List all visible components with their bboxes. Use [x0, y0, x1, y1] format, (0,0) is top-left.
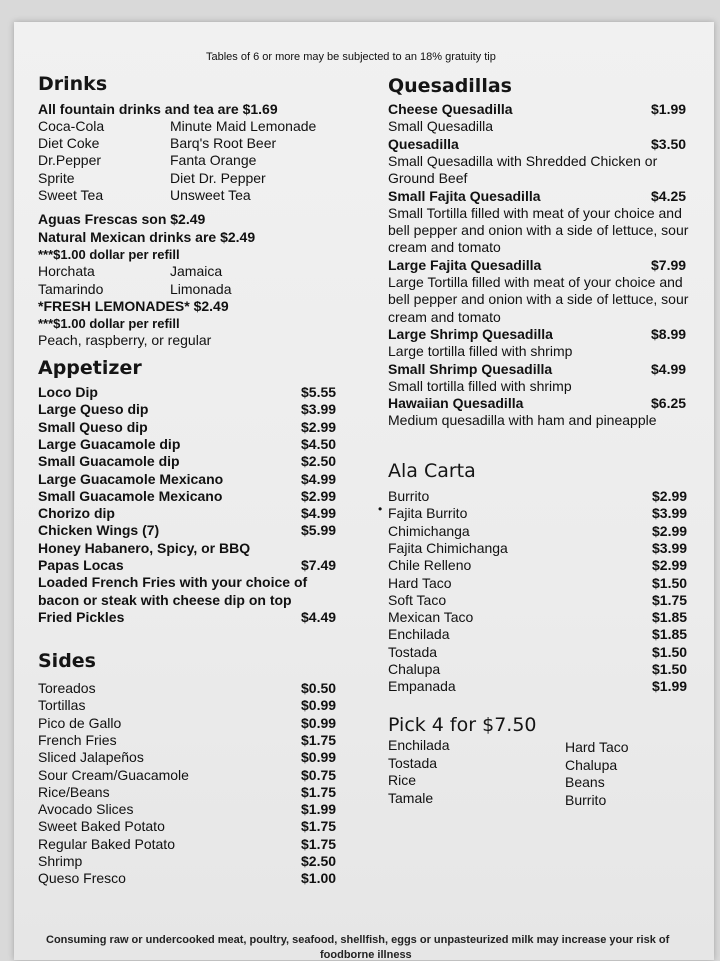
quesadilla-description: Large Tortilla filled with meat of your choice and	[388, 274, 683, 290]
agua-item: Jamaica	[170, 263, 223, 279]
appetizer-price: $4.49	[301, 608, 337, 625]
natural-drinks-note: Natural Mexican drinks are $2.49	[38, 229, 256, 245]
quesadilla-name: Small Shrimp Quesadilla	[388, 360, 553, 377]
lemonade-flavors: Peach, raspberry, or regular	[38, 332, 212, 348]
appetizer-name: Chorizo dip	[38, 505, 115, 522]
ala-carta-price: $1.85	[652, 626, 688, 643]
appetizer-name: Chicken Wings (7)	[38, 522, 160, 539]
pick4-item: Rice	[388, 772, 417, 788]
ala-carta-item: Fajita Burrito	[388, 505, 468, 522]
pick4-item: Beans	[565, 774, 605, 790]
quesadilla-description: Ground Beef	[388, 170, 468, 187]
side-price: $1.75	[301, 783, 337, 800]
side-name: Rice/Beans	[38, 783, 110, 800]
side-name: Avocado Slices	[38, 801, 134, 818]
appetizer-name: Small Guacamole dip	[38, 453, 180, 470]
food-safety-warning-2: foodborne illness	[320, 949, 412, 961]
drink-item: Diet Dr. Pepper	[170, 169, 266, 186]
ala-carta-item: Chile Relleno	[388, 557, 472, 574]
side-price: $1.99	[301, 801, 337, 818]
quesadilla-price: $8.99	[651, 325, 687, 342]
quesadilla-price: $7.99	[651, 256, 687, 273]
quesadilla-description: cream and tomato	[388, 239, 501, 256]
appetizer-name: bacon or steak with cheese dip on top	[38, 591, 292, 608]
ala-carta-item: Enchilada	[388, 626, 450, 643]
drink-item: Sweet Tea	[38, 186, 104, 203]
pick4-item: Hard Taco	[565, 739, 629, 755]
ala-carta-price: $1.50	[652, 661, 688, 677]
quesadilla-description: Small Quesadilla with Shredded Chicken or	[388, 152, 658, 169]
quesadilla-price: $1.99	[651, 101, 687, 117]
side-price: $0.99	[301, 714, 337, 731]
ala-carta-price: $1.50	[652, 643, 688, 660]
ala-carta-item: Soft Taco	[388, 591, 447, 608]
ala-carta-item: Chalupa	[388, 661, 441, 677]
appetizer-name: Honey Habanero, Spicy, or BBQ	[38, 539, 251, 556]
ala-carta-price: $3.99	[652, 539, 688, 556]
ala-carta-heading: Ala Carta	[388, 460, 476, 482]
ala-carta-item: Tostada	[388, 643, 438, 660]
agua-item: Tamarindo	[38, 281, 104, 297]
appetizer-name: Small Queso dip	[38, 418, 148, 435]
refill-note-2: ***$1.00 dollar per refill	[38, 316, 180, 331]
side-name: Queso Fresco	[38, 870, 126, 887]
agua-item: Limonada	[170, 281, 232, 297]
quesadilla-name: Small Fajita Quesadilla	[388, 187, 541, 204]
appetizer-price: $2.99	[301, 487, 337, 504]
quesadilla-description: bell pepper and onion with a side of lettuce, sour	[388, 291, 689, 308]
ala-carta-item: Chimichanga	[388, 522, 470, 539]
side-price: $0.50	[301, 680, 337, 696]
ala-carta-price: $3.99	[652, 505, 688, 522]
quesadilla-description: bell pepper and onion with a side of lettuce, sour	[388, 222, 689, 239]
bullet-mark: •	[378, 502, 383, 516]
quesadilla-price: $3.50	[651, 135, 687, 152]
aguas-frescas-note: Aguas Frescas son $2.49	[38, 211, 206, 227]
quesadilla-name: Large Fajita Quesadilla	[388, 256, 542, 273]
appetizer-name: Papas Locas	[38, 557, 124, 573]
appetizer-price: $5.99	[301, 522, 337, 539]
pick4-heading: Pick 4 for $7.50	[388, 714, 537, 736]
appetizer-price: $7.49	[301, 557, 337, 573]
appetizer-name: Large Guacamole Mexicano	[38, 470, 224, 487]
appetizer-price: $2.99	[301, 418, 337, 435]
ala-carta-price: $1.75	[652, 591, 688, 608]
appetizer-heading: Appetizer	[38, 357, 142, 379]
quesadilla-name: Cheese Quesadilla	[388, 101, 513, 117]
side-name: Pico de Gallo	[38, 714, 122, 731]
appetizer-name: Loaded French Fries with your choice of	[38, 574, 308, 591]
quesadilla-description: Medium quesadilla with ham and pineapple	[388, 412, 657, 429]
appetizer-price: $3.99	[301, 401, 337, 418]
side-name: French Fries	[38, 731, 117, 748]
gratuity-note: Tables of 6 or more may be subjected to an 18% gratuity tip	[206, 51, 496, 63]
quesadilla-price: $4.99	[651, 360, 687, 377]
side-price: $1.75	[301, 818, 337, 835]
side-name: Sour Cream/Guacamole	[38, 766, 189, 783]
ala-carta-price: $1.50	[652, 574, 688, 591]
pick4-item: Enchilada	[388, 737, 450, 753]
refill-note: ***$1.00 dollar per refill	[38, 247, 180, 262]
side-price: $0.75	[301, 766, 337, 783]
appetizer-name: Small Guacamole Mexicano	[38, 487, 223, 504]
ala-carta-item: Burrito	[388, 488, 430, 504]
food-safety-warning: Consuming raw or undercooked meat, poultry, seafood, shellfish, eggs or unpasteurized milk may increase your risk of	[46, 934, 670, 946]
ala-carta-item: Empanada	[388, 678, 456, 695]
ala-carta-price: $1.99	[652, 678, 688, 695]
quesadilla-description: Small Quesadilla	[388, 118, 494, 135]
side-price: $1.00	[301, 870, 337, 887]
side-price: $1.75	[301, 731, 337, 748]
quesadilla-name: Hawaiian Quesadilla	[388, 395, 524, 412]
pick4-item: Tostada	[388, 754, 438, 771]
quesadilla-description: cream and tomato	[388, 308, 501, 325]
side-name: Sliced Jalapeños	[38, 749, 144, 766]
drink-item: Barq's Root Beer	[170, 135, 277, 152]
drink-item: Diet Coke	[38, 135, 100, 152]
sides-heading: Sides	[38, 650, 96, 672]
appetizer-price: $4.50	[301, 435, 337, 452]
side-name: Tortillas	[38, 697, 86, 714]
appetizer-name: Large Queso dip	[38, 401, 149, 418]
drink-item: Minute Maid Lemonade	[170, 118, 317, 134]
ala-carta-item: Mexican Taco	[388, 609, 474, 626]
ala-carta-item: Fajita Chimichanga	[388, 539, 508, 556]
side-name: Shrimp	[38, 853, 83, 869]
drink-item: Unsweet Tea	[170, 186, 251, 203]
quesadilla-name: Large Shrimp Quesadilla	[388, 325, 553, 342]
agua-item: Horchata	[38, 263, 95, 279]
pick4-item: Chalupa	[565, 756, 618, 773]
side-name: Regular Baked Potato	[38, 835, 175, 852]
quesadilla-name: Quesadilla	[388, 135, 459, 152]
appetizer-name: Fried Pickles	[38, 608, 125, 625]
quesadilla-description: Large tortilla filled with shrimp	[388, 343, 573, 360]
drinks-heading: Drinks	[38, 73, 108, 95]
appetizer-price: $4.99	[301, 505, 337, 522]
fresh-lemonades: *FRESH LEMONADES* $2.49	[38, 298, 229, 314]
appetizer-name: Loco Dip	[38, 384, 98, 400]
ala-carta-price: $2.99	[652, 522, 688, 539]
fountain-drinks-note: All fountain drinks and tea are $1.69	[38, 101, 278, 117]
side-name: Sweet Baked Potato	[38, 818, 165, 835]
quesadilla-description: Small tortilla filled with shrimp	[388, 377, 572, 394]
quesadilla-price: $6.25	[651, 395, 687, 412]
ala-carta-price: $2.99	[652, 557, 688, 574]
pick4-item: Tamale	[388, 789, 434, 806]
drink-item: Sprite	[38, 169, 75, 186]
ala-carta-price: $1.85	[652, 609, 688, 626]
appetizer-price: $4.99	[301, 470, 337, 487]
drink-item: Coca-Cola	[38, 118, 105, 134]
side-price: $0.99	[301, 697, 337, 714]
ala-carta-item: Hard Taco	[388, 574, 452, 591]
quesadilla-price: $4.25	[651, 187, 687, 204]
side-name: Toreados	[38, 680, 96, 696]
pick4-item: Burrito	[565, 791, 607, 808]
quesadillas-heading: Quesadillas	[388, 75, 512, 97]
side-price: $0.99	[301, 749, 337, 766]
ala-carta-price: $2.99	[652, 488, 688, 504]
quesadilla-description: Small Tortilla filled with meat of your choice and	[388, 204, 682, 221]
appetizer-price: $5.55	[301, 384, 337, 400]
appetizer-name: Large Guacamole dip	[38, 435, 181, 452]
side-price: $2.50	[301, 853, 337, 869]
appetizer-price: $2.50	[301, 453, 337, 470]
side-price: $1.75	[301, 835, 337, 852]
drink-item: Dr.Pepper	[38, 152, 102, 169]
drink-item: Fanta Orange	[170, 152, 257, 169]
